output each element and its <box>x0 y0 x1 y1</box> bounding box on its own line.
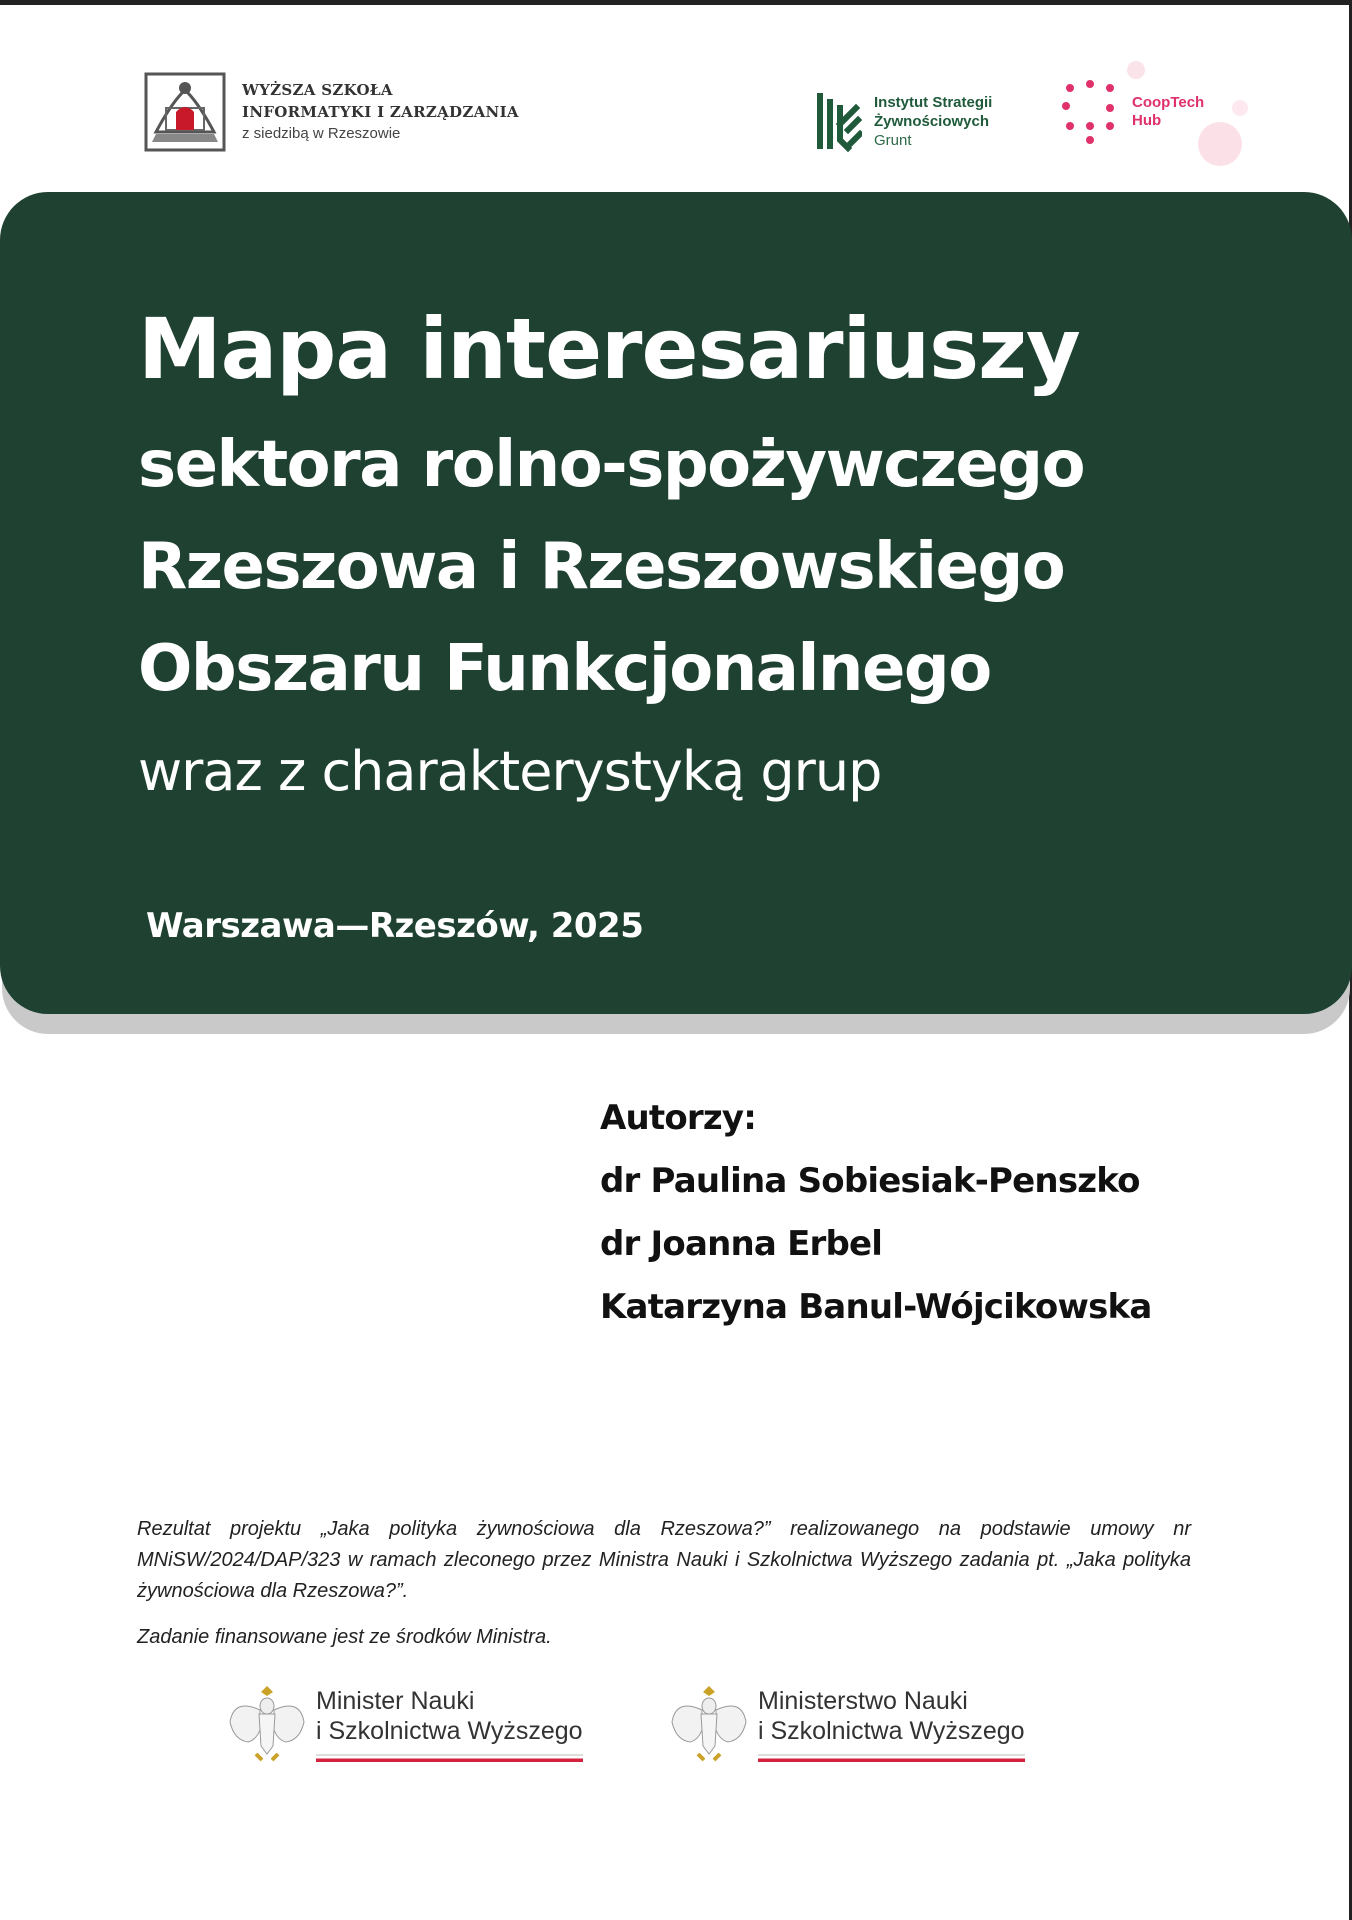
author-name: dr Joanna Erbel <box>600 1224 883 1264</box>
cooptech-name-line2: Hub <box>1132 112 1162 129</box>
wsiz-name-line3: z siedzibą w Rzeszowie <box>242 125 401 142</box>
isz-name-line2: Żywnościowych <box>874 112 990 130</box>
ministry-name-line1: Minister Nauki <box>316 1687 475 1715</box>
minister-logo <box>226 1680 583 1780</box>
wsiz-name-line1: WYŻSZA SZKOŁA <box>242 81 393 99</box>
ministry-name-line2: i Szkolnictwa Wyższego <box>758 1717 1025 1745</box>
authors-heading: Autorzy: <box>600 1098 757 1138</box>
flag-bar <box>758 1754 1025 1762</box>
document-subtitle-line3: Obszaru Funkcjonalnego <box>138 632 991 706</box>
white-eagle-icon <box>668 1680 750 1770</box>
document-subtitle-line2: Rzeszowa i Rzeszowskiego <box>138 530 1065 604</box>
flag-bar <box>316 1754 583 1762</box>
white-eagle-icon <box>226 1680 308 1770</box>
ministry-logo <box>668 1680 1025 1780</box>
wsiz-name-line2: INFORMATYKI I ZARZĄDZANIA <box>242 103 519 121</box>
project-note: Rezultat projektu „Jaka polityka żywnościowa dla Rzeszowa?” realizowanego na podstawie umowy nr MNiSW/2024/DAP/323 w ramach zleconego przez Ministra Nauki i Szkolnictwa Wyższego zadania pt. „Jaka polityka żywnościowa dla Rzeszowa?”. <box>137 1518 1191 1602</box>
isz-logo <box>814 86 992 156</box>
isz-name-line1: Instytut Strategii <box>874 93 993 111</box>
ministry-name-line2: i Szkolnictwa Wyższego <box>316 1717 583 1745</box>
grunt-icon <box>814 90 862 152</box>
cooptech-logo <box>1062 60 1252 170</box>
document-title: Mapa interesariuszy <box>138 300 1080 398</box>
document-subtitle-tail: wraz z charakterystyką grup <box>138 740 882 803</box>
authors-block <box>600 1096 1151 1348</box>
author-name: dr Paulina Sobiesiak-Penszko <box>600 1161 1140 1201</box>
document-subtitle-line1: sektora rolno-spożywczego <box>138 428 1085 502</box>
place-and-date: Warszawa—Rzeszów, 2025 <box>146 906 644 946</box>
ministry-name-line1: Ministerstwo Nauki <box>758 1687 968 1715</box>
top-border <box>0 0 1352 5</box>
funding-note: Zadanie finansowane jest ze środków Ministra. <box>137 1626 552 1648</box>
isz-name-line3: Grunt <box>874 131 912 149</box>
author-name: Katarzyna Banul-Wójcikowska <box>600 1287 1152 1327</box>
cooptech-name-line1: CoopTech <box>1132 94 1205 111</box>
wsiz-logo <box>144 72 519 152</box>
university-crest-icon <box>144 72 226 152</box>
